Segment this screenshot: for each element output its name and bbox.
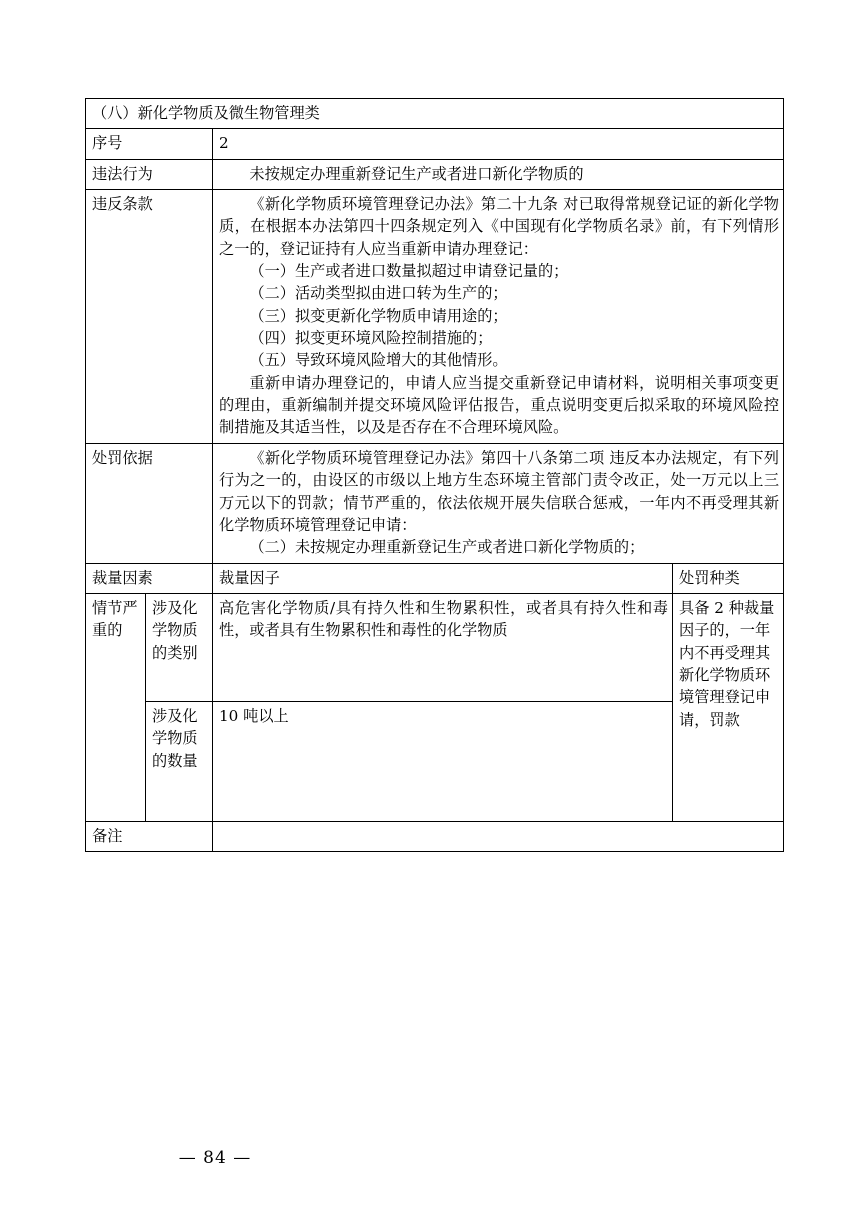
serial-label: 序号 — [86, 129, 213, 159]
penalty-type-value: 具备 2 种裁量因子的，一年内不再受理其新化学物质环境管理登记申请，罚款 — [673, 593, 784, 821]
clause-paragraph: 重新申请办理登记的，申请人应当提交重新登记申请材料，说明相关事项变更的理由，重新编制并提交环境风险评估报告，重点说明变更后拟采取的环境风险控制措施及其适当性，以及是否存在不合理环境风险。 — [219, 373, 779, 437]
remark-value — [213, 821, 784, 851]
punishment-basis-label: 处罚依据 — [86, 443, 213, 563]
violated-clause-label: 违反条款 — [86, 190, 213, 444]
basis-paragraph: 《新化学物质环境管理登记办法》第四十八条第二项 违反本办法规定，有下列行为之一的，由设区的市级以上地方生态环境主管部门责令改正，处一万元以上三万元以下的罚款；情节严重的，依法依规开展失信联合惩戒，一年内不再受理其新化学物质环境管理登记申请： — [219, 448, 779, 534]
clause-paragraph: （四）拟变更环境风险控制措施的； — [249, 329, 493, 348]
punishment-basis-value — [213, 443, 784, 563]
factor-name-quantity: 涉及化学物质的数量 — [146, 701, 213, 821]
illegal-act-value: 未按规定办理重新登记生产或者进口新化学物质的 — [213, 159, 784, 189]
section-title-cell: （八）新化学物质及微生物管理类 — [86, 99, 784, 129]
page-number: — 84 — — [178, 1148, 252, 1168]
basis-paragraph: （二）未按规定办理重新登记生产或者进口新化学物质的； — [249, 538, 645, 557]
factor-value-quantity: 10 吨以上 — [213, 701, 673, 821]
penalty-type-header: 处罚种类 — [673, 563, 784, 593]
discretion-factor-header: 裁量因素 — [86, 563, 213, 593]
clause-paragraph: （五）导致环境风险增大的其他情形。 — [249, 351, 508, 370]
clause-paragraph: 《新化学物质环境管理登记办法》第二十九条 对已取得常规登记证的新化学物质，在根据本办法第四十四条规定列入《中国现有化学物质名录》前，有下列情形之一的，登记证持有人应当重新申请办理登记： — [219, 195, 779, 258]
table-row-discretion-1 — [86, 593, 784, 701]
illegal-act-label: 违法行为 — [86, 159, 213, 189]
violated-clause-value — [213, 190, 784, 444]
clause-paragraph: （二）活动类型拟由进口转为生产的； — [249, 284, 508, 303]
table-row-remark — [86, 821, 784, 851]
clause-paragraph: （一）生产或者进口数量拟超过申请登记量的； — [249, 262, 569, 281]
remark-label: 备注 — [86, 821, 213, 851]
penalty-discretion-table — [85, 98, 784, 852]
table-row-section-title — [86, 99, 784, 129]
severity-label: 情节严重的 — [86, 593, 146, 821]
table-row-illegal-act — [86, 159, 784, 189]
table-row-serial — [86, 129, 784, 159]
table-row-punishment-basis — [86, 443, 784, 563]
factor-name-category: 涉及化学物质的类别 — [146, 593, 213, 701]
serial-value: 2 — [213, 129, 784, 159]
table-row-violated-clause — [86, 190, 784, 444]
discretion-element-header: 裁量因子 — [213, 563, 673, 593]
clause-paragraph: （三）拟变更新化学物质申请用途的； — [249, 306, 508, 325]
factor-value-category: 高危害化学物质/具有持久性和生物累积性，或者具有持久性和毒性，或者具有生物累积性和毒性的化学物质 — [213, 593, 673, 701]
table-row-discretion-header — [86, 563, 784, 593]
